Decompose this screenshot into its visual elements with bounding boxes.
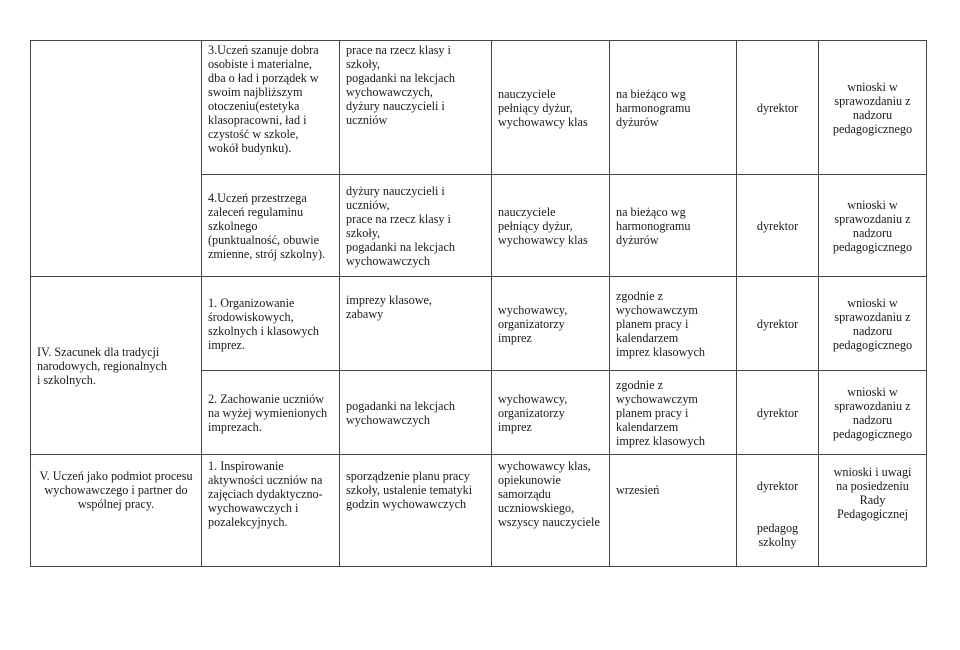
forms-cell: pogadanki na lekcjach wychowawczych (340, 371, 492, 455)
area-cell (31, 41, 202, 277)
supervisor-cell: dyrektor (737, 175, 819, 277)
responsible-cell: wychowawcy, organizatorzy imprez (492, 277, 610, 371)
educational-plan-table (30, 40, 927, 567)
supervisor-cell (737, 455, 819, 567)
responsible-cell: nauczyciele pełniący dyżur, wychowawcy klas (492, 175, 610, 277)
evaluation-cell: wnioski w sprawozdaniu z nadzoru pedagogicznego (819, 371, 927, 455)
deadline-cell: wrzesień (610, 455, 737, 567)
evaluation-cell: wnioski i uwagi na posiedzeniu Rady Pedagogicznej (819, 455, 927, 567)
task-cell: 4.Uczeń przestrzega zaleceń regulaminu szkolnego (punktualność, obuwie zmienne, strój szkolny). (202, 175, 340, 277)
responsible-cell: nauczyciele pełniący dyżur, wychowawcy klas (492, 41, 610, 175)
supervisor-cell: dyrektor (737, 277, 819, 371)
task-cell: 3.Uczeń szanuje dobra osobiste i materialne, dba o ład i porządek w swoim najbliższym otoczeniu(estetyka klasopracowni, ład i czystość w szkole, wokół budynku). (202, 41, 340, 175)
evaluation-cell: wnioski w sprawozdaniu z nadzoru pedagogicznego (819, 41, 927, 175)
forms-cell: sporządzenie planu pracy szkoły, ustalenie tematyki godzin wychowawczych (340, 455, 492, 567)
supervisor-secondary: pedagog szkolny (756, 521, 799, 549)
table-row (31, 277, 927, 371)
forms-cell: dyżury nauczycieli i uczniów, prace na rzecz klasy i szkoły, pogadanki na lekcjach wychowawczych (340, 175, 492, 277)
forms-cell: imprezy klasowe, zabawy (340, 277, 492, 371)
supervisor-cell: dyrektor (737, 371, 819, 455)
area-cell: V. Uczeń jako podmiot procesu wychowawczego i partner do wspólnej pracy. (31, 455, 202, 567)
responsible-cell: wychowawcy klas, opiekunowie samorządu uczniowskiego, wszyscy nauczyciele (492, 455, 610, 567)
deadline-cell: zgodnie z wychowawczym planem pracy i kalendarzem imprez klasowych (610, 277, 737, 371)
deadline-cell: na bieżąco wg harmonogramu dyżurów (610, 175, 737, 277)
responsible-cell: wychowawcy, organizatorzy imprez (492, 371, 610, 455)
table-row (31, 41, 927, 175)
area-cell: IV. Szacunek dla tradycji narodowych, regionalnych i szkolnych. (31, 277, 202, 455)
deadline-cell: na bieżąco wg harmonogramu dyżurów (610, 41, 737, 175)
supervisor-primary: dyrektor (756, 479, 799, 493)
deadline-cell: zgodnie z wychowawczym planem pracy i kalendarzem imprez klasowych (610, 371, 737, 455)
forms-cell: prace na rzecz klasy i szkoły, pogadanki na lekcjach wychowawczych, dyżury nauczycieli i uczniów (340, 41, 492, 175)
task-cell: 1. Organizowanie środowiskowych, szkolnych i klasowych imprez. (202, 277, 340, 371)
table-row (31, 455, 927, 567)
task-cell: 2. Zachowanie uczniów na wyżej wymienionych imprezach. (202, 371, 340, 455)
supervisor-cell: dyrektor (737, 41, 819, 175)
evaluation-cell: wnioski w sprawozdaniu z nadzoru pedagogicznego (819, 175, 927, 277)
task-cell: 1. Inspirowanie aktywności uczniów na zajęciach dydaktyczno- wychowawczych i pozalekcyjnych. (202, 455, 340, 567)
evaluation-cell: wnioski w sprawozdaniu z nadzoru pedagogicznego (819, 277, 927, 371)
